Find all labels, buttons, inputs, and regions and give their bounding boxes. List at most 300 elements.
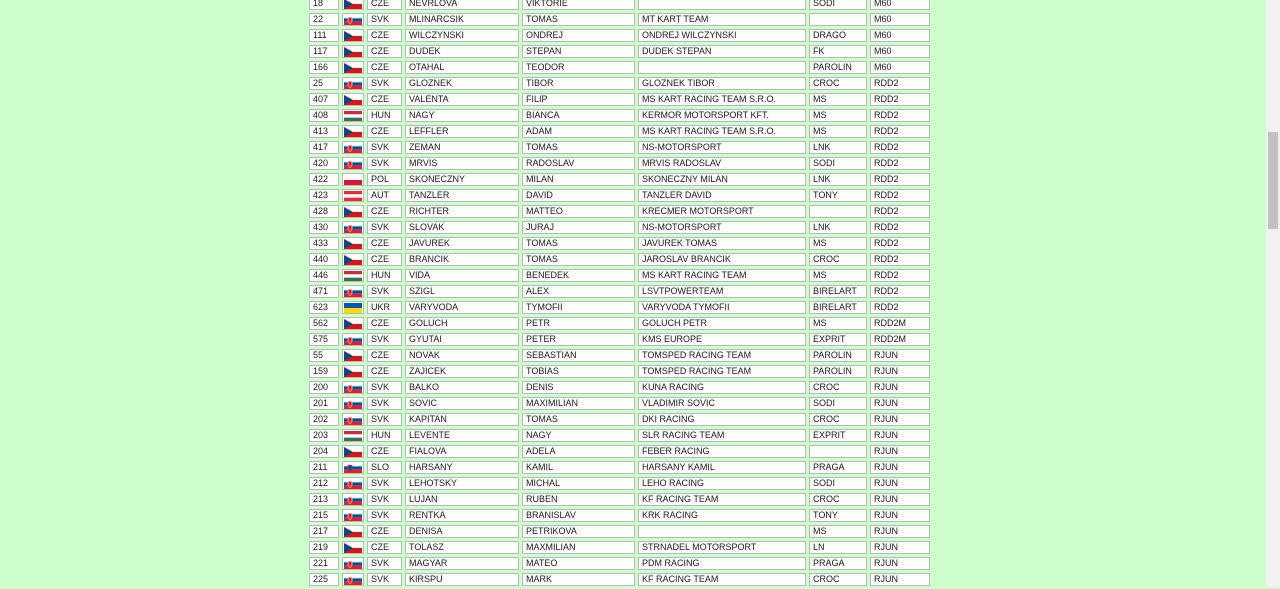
flag-svk-icon — [344, 575, 362, 585]
surname-cell: RICHTER — [405, 205, 519, 218]
flag-cze-icon — [344, 47, 362, 57]
team-cell: SKONECZNY MILAN — [638, 173, 806, 186]
surname-cell: ZEMAN — [405, 141, 519, 154]
chassis-cell: PRAGA — [809, 461, 867, 474]
class-cell: M60 — [870, 45, 930, 58]
no-cell: 219 — [309, 541, 339, 554]
nationality-cell: CZE — [367, 205, 402, 218]
surname-cell: BALKO — [405, 381, 519, 394]
team-cell: FEBER RACING — [638, 445, 806, 458]
flag-cze-icon — [344, 447, 362, 457]
flag-svk-icon — [344, 479, 362, 489]
chassis-cell: LNK — [809, 173, 867, 186]
team-cell: VARYVODA TYMOFII — [638, 301, 806, 314]
surname-cell: DUDEK — [405, 45, 519, 58]
table-row — [309, 525, 930, 538]
chassis-cell — [809, 13, 867, 26]
no-cell: 111 — [309, 29, 339, 42]
surname-cell: SZIGL — [405, 285, 519, 298]
class-cell: RDD2 — [870, 93, 930, 106]
name-cell: ADELA — [522, 445, 635, 458]
nationality-cell: CZE — [367, 349, 402, 362]
team-cell: VLADIMIR SOVIC — [638, 397, 806, 410]
nationality-cell: SVK — [367, 477, 402, 490]
team-cell: DKI RACING — [638, 413, 806, 426]
no-cell: 428 — [309, 205, 339, 218]
no-cell: 225 — [309, 573, 339, 586]
flag-aut-icon — [344, 191, 362, 201]
flag-cell — [342, 189, 364, 202]
name-cell: BENEDEK — [522, 269, 635, 282]
class-cell: RJUN — [870, 413, 930, 426]
chassis-cell — [809, 205, 867, 218]
chassis-cell: CROC — [809, 573, 867, 586]
chassis-cell: CROC — [809, 413, 867, 426]
flag-cze-icon — [344, 319, 362, 329]
flag-cell — [342, 125, 364, 138]
team-cell: MT KART TEAM — [638, 13, 806, 26]
team-cell: JAVUREK TOMAS — [638, 237, 806, 250]
team-cell: KF RACING TEAM — [638, 573, 806, 586]
nationality-cell: CZE — [367, 445, 402, 458]
class-cell: RJUN — [870, 493, 930, 506]
nationality-cell: SVK — [367, 141, 402, 154]
no-cell: 200 — [309, 381, 339, 394]
team-cell — [638, 61, 806, 74]
flag-cze-icon — [344, 527, 362, 537]
no-cell: 202 — [309, 413, 339, 426]
flag-ukr-icon — [344, 303, 362, 313]
flag-cell — [342, 285, 364, 298]
team-cell: KMS EUROPE — [638, 333, 806, 346]
name-cell: PETR — [522, 317, 635, 330]
class-cell: RJUN — [870, 365, 930, 378]
class-cell: RDD2 — [870, 237, 930, 250]
class-cell: RJUN — [870, 445, 930, 458]
name-cell: TOMAS — [522, 413, 635, 426]
chassis-cell: LN — [809, 541, 867, 554]
surname-cell: KIRSPU — [405, 573, 519, 586]
flag-svk-icon — [344, 159, 362, 169]
class-cell: RDD2 — [870, 109, 930, 122]
table-row — [309, 77, 930, 90]
flag-cell — [342, 109, 364, 122]
flag-cze-icon — [344, 239, 362, 249]
table-row — [309, 285, 930, 298]
table-row — [309, 461, 930, 474]
flag-cze-icon — [344, 207, 362, 217]
team-cell: LSVTPOWERTEAM — [638, 285, 806, 298]
table-row — [309, 109, 930, 122]
table-row — [309, 237, 930, 250]
table-row — [309, 429, 930, 442]
class-cell: RJUN — [870, 461, 930, 474]
surname-cell: LEVENTE — [405, 429, 519, 442]
chassis-cell: EXPRIT — [809, 333, 867, 346]
nationality-cell: SVK — [367, 381, 402, 394]
surname-cell: TANZLER — [405, 189, 519, 202]
flag-cze-icon — [344, 95, 362, 105]
nationality-cell: CZE — [367, 541, 402, 554]
flag-cell — [342, 317, 364, 330]
nationality-cell: SVK — [367, 157, 402, 170]
nationality-cell: SVK — [367, 557, 402, 570]
flag-cell — [342, 237, 364, 250]
no-cell: 22 — [309, 13, 339, 26]
flag-cell — [342, 461, 364, 474]
surname-cell: VALENTA — [405, 93, 519, 106]
surname-cell: NAGY — [405, 109, 519, 122]
entry-list-table — [306, 0, 933, 589]
class-cell: RJUN — [870, 477, 930, 490]
class-cell: RDD2 — [870, 141, 930, 154]
no-cell: 422 — [309, 173, 339, 186]
surname-cell: OTAHAL — [405, 61, 519, 74]
team-cell: MS KART RACING TEAM — [638, 269, 806, 282]
chassis-cell: MS — [809, 269, 867, 282]
surname-cell: JAVUREK — [405, 237, 519, 250]
chassis-cell: TONY — [809, 509, 867, 522]
table-row — [309, 221, 930, 234]
no-cell: 215 — [309, 509, 339, 522]
name-cell: SEBASTIAN — [522, 349, 635, 362]
surname-cell: DENISA — [405, 525, 519, 538]
table-row — [309, 0, 930, 10]
nationality-cell: CZE — [367, 61, 402, 74]
chassis-cell: PAROLIN — [809, 365, 867, 378]
no-cell: 575 — [309, 333, 339, 346]
class-cell: RDD2 — [870, 77, 930, 90]
class-cell: RJUN — [870, 381, 930, 394]
class-cell: RJUN — [870, 509, 930, 522]
name-cell: MICHAL — [522, 477, 635, 490]
no-cell: 430 — [309, 221, 339, 234]
nationality-cell: SVK — [367, 397, 402, 410]
team-cell: TOMSPED RACING TEAM — [638, 349, 806, 362]
flag-cell — [342, 365, 364, 378]
class-cell: RJUN — [870, 541, 930, 554]
class-cell: RDD2 — [870, 125, 930, 138]
class-cell: RJUN — [870, 429, 930, 442]
table-row — [309, 93, 930, 106]
team-cell: GOLUCH PETR — [638, 317, 806, 330]
name-cell: RADOSLAV — [522, 157, 635, 170]
team-cell: ONDREJ WILCZYNSKI — [638, 29, 806, 42]
table-row — [309, 13, 930, 26]
team-cell: MRVIS RADOSLAV — [638, 157, 806, 170]
name-cell: ALEX — [522, 285, 635, 298]
nationality-cell: HUN — [367, 109, 402, 122]
flag-cell — [342, 301, 364, 314]
name-cell: ADAM — [522, 125, 635, 138]
nationality-cell: SVK — [367, 333, 402, 346]
team-cell: KERMOR MOTORSPORT KFT. — [638, 109, 806, 122]
nationality-cell: SVK — [367, 573, 402, 586]
no-cell: 203 — [309, 429, 339, 442]
flag-hun-icon — [344, 111, 362, 121]
class-cell: RDD2 — [870, 189, 930, 202]
class-cell: RJUN — [870, 525, 930, 538]
chassis-cell — [809, 445, 867, 458]
no-cell: 408 — [309, 109, 339, 122]
nationality-cell: CZE — [367, 365, 402, 378]
flag-cell — [342, 445, 364, 458]
surname-cell: GOLUCH — [405, 317, 519, 330]
team-cell: STRNADEL MOTORSPORT — [638, 541, 806, 554]
table-row — [309, 493, 930, 506]
flag-cze-icon — [344, 255, 362, 265]
flag-cell — [342, 29, 364, 42]
surname-cell: SKONECZNY — [405, 173, 519, 186]
table-row — [309, 157, 930, 170]
flag-cze-icon — [344, 543, 362, 553]
nationality-cell: CZE — [367, 0, 402, 10]
team-cell: TOMSPED RACING TEAM — [638, 365, 806, 378]
table-row — [309, 365, 930, 378]
nationality-cell: CZE — [367, 29, 402, 42]
chassis-cell: MS — [809, 317, 867, 330]
scrollbar-thumb[interactable] — [1268, 132, 1278, 229]
flag-cell — [342, 349, 364, 362]
flag-svk-icon — [344, 143, 362, 153]
flag-cze-icon — [344, 63, 362, 73]
class-cell: RDD2 — [870, 285, 930, 298]
flag-svk-icon — [344, 335, 362, 345]
flag-cell — [342, 269, 364, 282]
team-cell: GLOZNEK TIBOR — [638, 77, 806, 90]
entry-list-body — [309, 0, 930, 586]
nationality-cell: UKR — [367, 301, 402, 314]
chassis-cell: MS — [809, 125, 867, 138]
flag-svk-icon — [344, 511, 362, 521]
flag-cze-icon — [344, 367, 362, 377]
flag-cell — [342, 141, 364, 154]
no-cell: 211 — [309, 461, 339, 474]
surname-cell: HARSANY — [405, 461, 519, 474]
name-cell: KAMIL — [522, 461, 635, 474]
team-cell: MS KART RACING TEAM S.R.O. — [638, 125, 806, 138]
surname-cell: WILCZYNSKI — [405, 29, 519, 42]
chassis-cell: CROC — [809, 493, 867, 506]
flag-cze-icon — [344, 351, 362, 361]
flag-cell — [342, 413, 364, 426]
flag-hun-icon — [344, 431, 362, 441]
flag-cell — [342, 45, 364, 58]
class-cell: RDD2 — [870, 173, 930, 186]
table-row — [309, 349, 930, 362]
team-cell: JAROSLAV BRANCIK — [638, 253, 806, 266]
name-cell: TOBIAS — [522, 365, 635, 378]
flag-cell — [342, 493, 364, 506]
table-row — [309, 45, 930, 58]
chassis-cell: LNK — [809, 221, 867, 234]
name-cell: RUBEN — [522, 493, 635, 506]
flag-cell — [342, 173, 364, 186]
surname-cell: ZAJICEK — [405, 365, 519, 378]
nationality-cell: HUN — [367, 429, 402, 442]
class-cell: M60 — [870, 0, 930, 10]
no-cell: 166 — [309, 61, 339, 74]
nationality-cell: CZE — [367, 317, 402, 330]
surname-cell: GYUTAI — [405, 333, 519, 346]
flag-cze-icon — [344, 0, 362, 9]
chassis-cell: MS — [809, 237, 867, 250]
team-cell: TANZLER DAVID — [638, 189, 806, 202]
class-cell: M60 — [870, 61, 930, 74]
name-cell: NAGY — [522, 429, 635, 442]
name-cell: MATTEO — [522, 205, 635, 218]
chassis-cell: EXPRIT — [809, 429, 867, 442]
flag-cell — [342, 61, 364, 74]
name-cell: MILAN — [522, 173, 635, 186]
table-row — [309, 333, 930, 346]
class-cell: RDD2M — [870, 317, 930, 330]
team-cell: HARSANY KAMIL — [638, 461, 806, 474]
nationality-cell: HUN — [367, 269, 402, 282]
name-cell: DAVID — [522, 189, 635, 202]
table-row — [309, 381, 930, 394]
name-cell: PETRIKOVA — [522, 525, 635, 538]
flag-cell — [342, 253, 364, 266]
class-cell: RDD2 — [870, 157, 930, 170]
surname-cell: GLOZNEK — [405, 77, 519, 90]
name-cell: FILIP — [522, 93, 635, 106]
class-cell: RDD2 — [870, 269, 930, 282]
team-cell: KUNA RACING — [638, 381, 806, 394]
team-cell: KF RACING TEAM — [638, 493, 806, 506]
surname-cell: KAPITAN — [405, 413, 519, 426]
nationality-cell: POL — [367, 173, 402, 186]
flag-cell — [342, 13, 364, 26]
flag-cell — [342, 333, 364, 346]
chassis-cell: SODI — [809, 477, 867, 490]
table-row — [309, 205, 930, 218]
nationality-cell: SVK — [367, 493, 402, 506]
nationality-cell: SLO — [367, 461, 402, 474]
surname-cell: BRANCIK — [405, 253, 519, 266]
no-cell: 446 — [309, 269, 339, 282]
table-row — [309, 477, 930, 490]
flag-cell — [342, 541, 364, 554]
flag-svk-icon — [344, 399, 362, 409]
chassis-cell: MS — [809, 109, 867, 122]
team-cell: PDM RACING — [638, 557, 806, 570]
table-row — [309, 317, 930, 330]
flag-cell — [342, 157, 364, 170]
team-cell — [638, 525, 806, 538]
surname-cell: FIALOVA — [405, 445, 519, 458]
surname-cell: MRVIS — [405, 157, 519, 170]
chassis-cell: CROC — [809, 381, 867, 394]
name-cell: MARK — [522, 573, 635, 586]
name-cell: STEPAN — [522, 45, 635, 58]
no-cell: 423 — [309, 189, 339, 202]
name-cell: MAXMILIAN — [522, 541, 635, 554]
nationality-cell: CZE — [367, 93, 402, 106]
team-cell: MS KART RACING TEAM S.R.O. — [638, 93, 806, 106]
class-cell: M60 — [870, 29, 930, 42]
nationality-cell: SVK — [367, 77, 402, 90]
no-cell: 204 — [309, 445, 339, 458]
nationality-cell: AUT — [367, 189, 402, 202]
nationality-cell: SVK — [367, 285, 402, 298]
no-cell: 417 — [309, 141, 339, 154]
class-cell: RJUN — [870, 397, 930, 410]
table-row — [309, 125, 930, 138]
chassis-cell: PAROLIN — [809, 61, 867, 74]
table-row — [309, 269, 930, 282]
name-cell: TEODOR — [522, 61, 635, 74]
flag-cell — [342, 397, 364, 410]
table-row — [309, 413, 930, 426]
flag-slo-icon — [344, 463, 362, 473]
vertical-scrollbar[interactable] — [1266, 0, 1280, 587]
flag-pol-icon — [344, 175, 362, 185]
surname-cell: RENTKA — [405, 509, 519, 522]
name-cell: PETER — [522, 333, 635, 346]
flag-cell — [342, 557, 364, 570]
flag-svk-icon — [344, 223, 362, 233]
surname-cell: SOVIC — [405, 397, 519, 410]
table-row — [309, 541, 930, 554]
flag-cell — [342, 221, 364, 234]
team-cell: LEHO RACING — [638, 477, 806, 490]
table-row — [309, 509, 930, 522]
chassis-cell: PAROLIN — [809, 349, 867, 362]
no-cell: 623 — [309, 301, 339, 314]
table-row — [309, 573, 930, 586]
no-cell: 440 — [309, 253, 339, 266]
flag-svk-icon — [344, 287, 362, 297]
class-cell: M60 — [870, 13, 930, 26]
table-row — [309, 61, 930, 74]
chassis-cell: BIRELART — [809, 301, 867, 314]
nationality-cell: SVK — [367, 509, 402, 522]
flag-cell — [342, 429, 364, 442]
chassis-cell: SODI — [809, 157, 867, 170]
surname-cell: VARYVODA — [405, 301, 519, 314]
name-cell: TIBOR — [522, 77, 635, 90]
class-cell: RDD2M — [870, 333, 930, 346]
table-row — [309, 173, 930, 186]
class-cell: RDD2 — [870, 205, 930, 218]
name-cell: JURAJ — [522, 221, 635, 234]
table-row — [309, 29, 930, 42]
table-row — [309, 253, 930, 266]
no-cell: 407 — [309, 93, 339, 106]
team-cell: NS-MOTORSPORT — [638, 221, 806, 234]
flag-cell — [342, 477, 364, 490]
name-cell: MATEO — [522, 557, 635, 570]
flag-svk-icon — [344, 495, 362, 505]
surname-cell: SLOVAK — [405, 221, 519, 234]
flag-cell — [342, 93, 364, 106]
name-cell: ONDREJ — [522, 29, 635, 42]
table-row — [309, 445, 930, 458]
nationality-cell: CZE — [367, 45, 402, 58]
chassis-cell: DRAGO — [809, 29, 867, 42]
no-cell: 212 — [309, 477, 339, 490]
name-cell: BIANCA — [522, 109, 635, 122]
surname-cell: VIDA — [405, 269, 519, 282]
table-row — [309, 301, 930, 314]
chassis-cell: TONY — [809, 189, 867, 202]
no-cell: 213 — [309, 493, 339, 506]
name-cell: TOMAS — [522, 253, 635, 266]
flag-cell — [342, 381, 364, 394]
nationality-cell: CZE — [367, 253, 402, 266]
no-cell: 201 — [309, 397, 339, 410]
